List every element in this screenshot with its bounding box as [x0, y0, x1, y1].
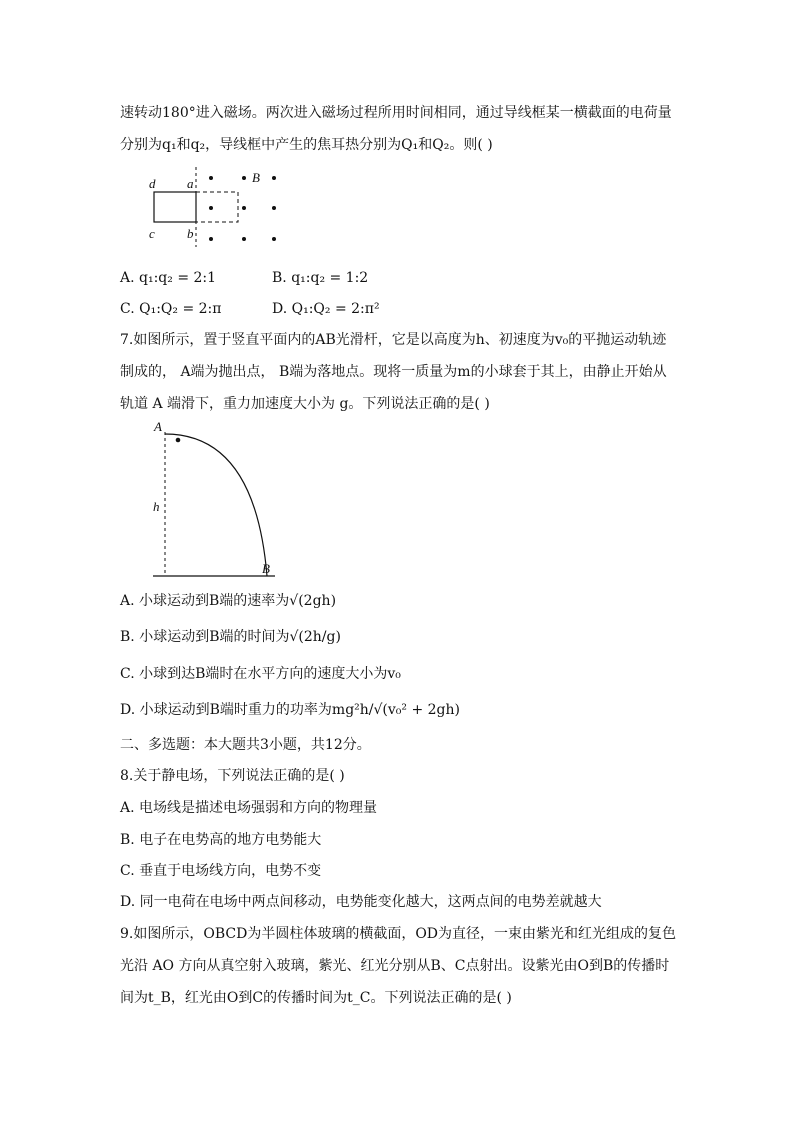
rotated-frame-outline — [196, 192, 238, 222]
q6-option-d: D. Q₁:Q₂ = 2:π² — [272, 301, 380, 317]
q7-label-h: h — [153, 499, 160, 514]
q6-label-b: b — [187, 226, 194, 241]
q8-option-b: B. 电子在电势高的地方电势能大 — [120, 832, 322, 848]
q7-figure — [145, 414, 295, 584]
q7-option-b: B. 小球运动到B端的时间为√(2h/g) — [120, 629, 341, 645]
q9-stem-line-2: 光沿 AO 方向从真空射入玻璃，紫光、红光分别从B、C点射出。设紫光由O到B的传播时 — [120, 958, 670, 974]
section-heading: 二、多选题：本大题共3小题，共12分。 — [120, 737, 371, 753]
q8-stem: 8.关于静电场，下列说法正确的是( ) — [120, 768, 345, 784]
q8-option-a: A. 电场线是描述电场强弱和方向的物理量 — [120, 800, 378, 816]
q7-stem-line-3: 轨道 A 端滑下，重力加速度大小为 g。下列说法正确的是( ) — [120, 396, 490, 412]
q6-label-d: d — [149, 176, 156, 191]
smooth-rod-track — [165, 434, 267, 576]
wire-frame — [154, 192, 196, 222]
ball — [176, 438, 181, 443]
q6-label-c: c — [149, 226, 155, 241]
q8-option-c: C. 垂直于电场线方向，电势不变 — [120, 863, 322, 879]
q9-stem-line-1: 9.如图所示，OBCD为半圆柱体玻璃的横截面，OD为直径，一束由紫光和红光组成的复色 — [120, 926, 677, 942]
q7-stem-line-1: 7.如图所示，置于竖直平面内的AB光滑杆，它是以高度为h、初速度为v₀的平抛运动轨迹 — [120, 332, 667, 348]
q6-stem-line-1: 速转动180°进入磁场。两次进入磁场过程所用时间相同，通过导线框某一横截面的电荷量 — [120, 105, 672, 121]
q6-option-c: C. Q₁:Q₂ = 2:π — [120, 301, 222, 317]
q7-option-c: C. 小球到达B端时在水平方向的速度大小为v₀ — [120, 666, 401, 682]
q9-stem-line-3: 间为t_B，红光由O到C的传播时间为t_C。下列说法正确的是( ) — [120, 990, 512, 1006]
q6-option-b: B. q₁:q₂ = 1:2 — [272, 270, 369, 286]
q6-label-field-b: B — [252, 170, 260, 185]
q7-stem-line-2: 制成的， A端为抛出点， B端为落地点。现将一质量为m的小球套于其上，由静止开始从 — [120, 364, 667, 380]
q6-stem-line-2: 分别为q₁和q₂，导线框中产生的焦耳热分别为Q₁和Q₂。则( ) — [120, 137, 493, 153]
magnetic-field-dots — [209, 176, 276, 241]
q7-option-d: D. 小球运动到B端时重力的功率为mg²h/√(v₀² + 2gh) — [120, 702, 460, 718]
q7-option-a: A. 小球运动到B端的速率为√(2gh) — [120, 593, 337, 609]
q6-figure — [140, 162, 300, 252]
q7-label-a: A — [154, 419, 162, 434]
q6-label-a: a — [187, 176, 194, 191]
q8-option-d: D. 同一电荷在电场中两点间移动，电势能变化越大，这两点间的电势差就越大 — [120, 894, 602, 910]
q6-option-a: A. q₁:q₂ = 2:1 — [120, 270, 217, 286]
q7-label-b: B — [262, 561, 270, 576]
